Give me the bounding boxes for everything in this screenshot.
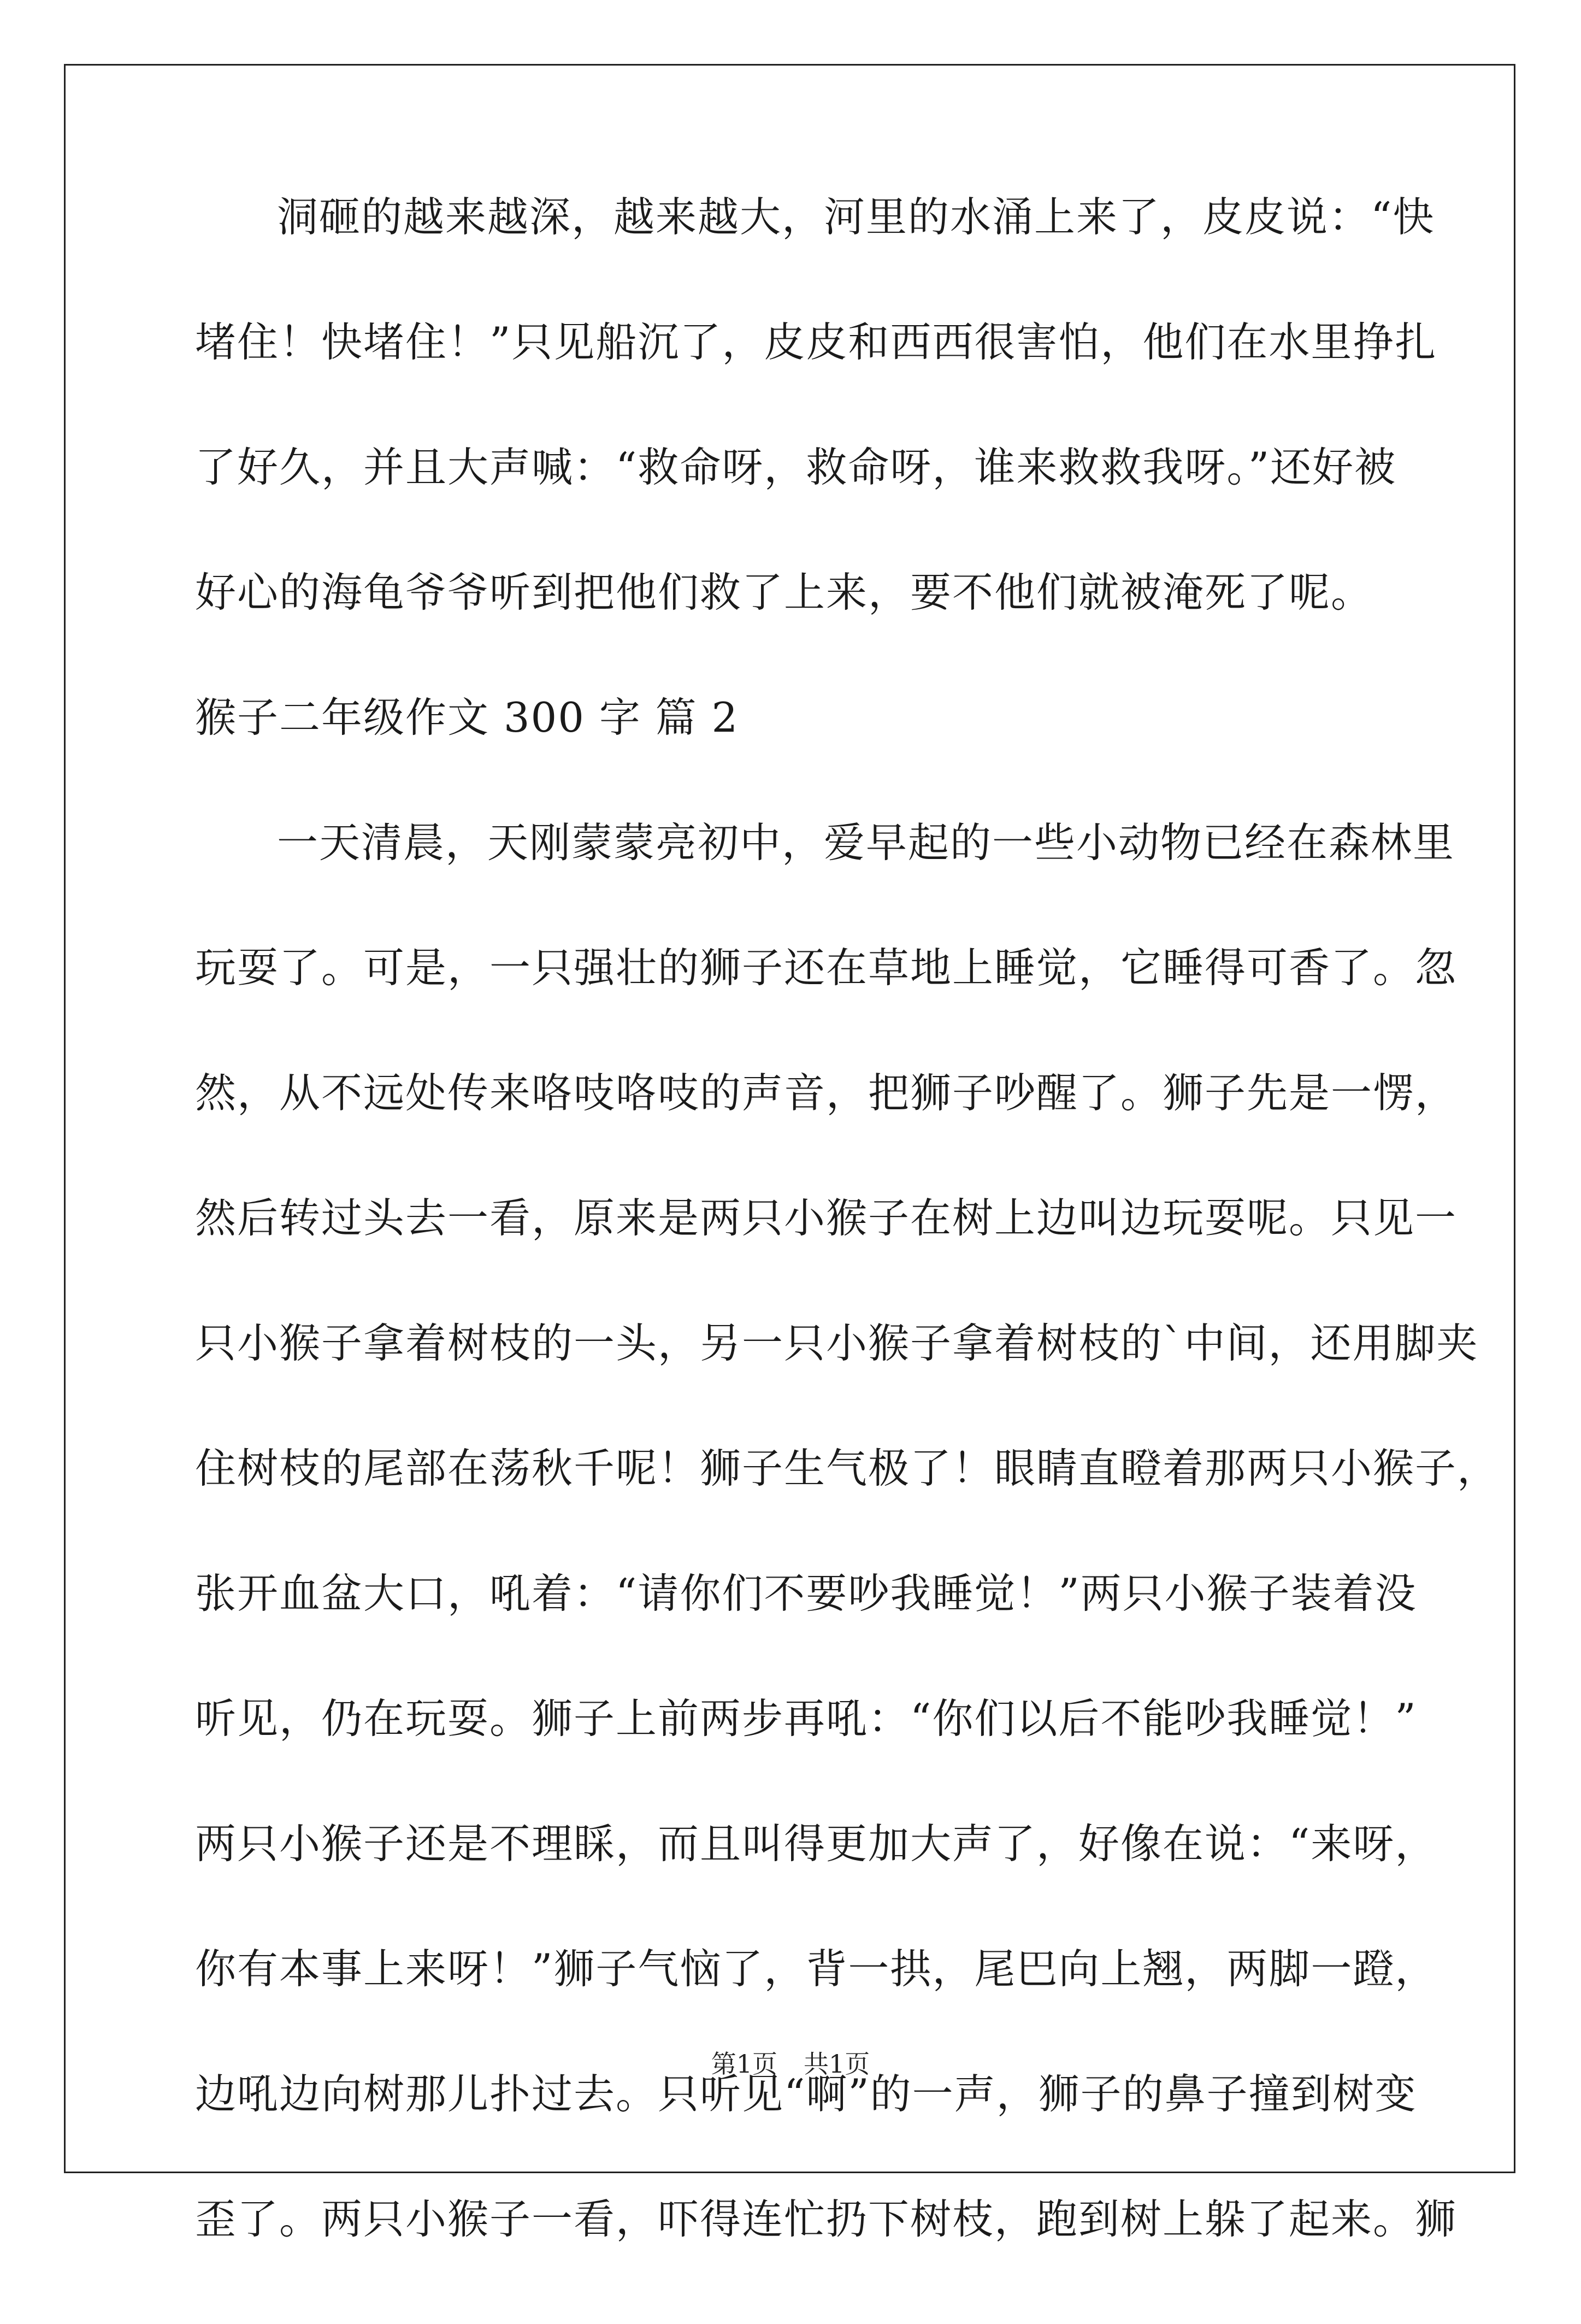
document-body (195, 193, 1500, 2324)
text-line: 歪了。两只小猴子一看，吓得连忙扔下树枝，跑到树上躲了起来。狮 (195, 2195, 1458, 2243)
text-line: 好心的海龟爷爷听到把他们救了上来，要不他们就被淹死了呢。 (195, 568, 1373, 616)
page-footer (0, 2050, 1581, 2078)
page-number: 第1页 (711, 2049, 777, 2079)
text-line: 只小猴子拿着树枝的一头，另一只小猴子拿着树枝的`中间，还用脚夹 (195, 1319, 1479, 1367)
text-line: 边吼边向树那儿扑过去。只听见“啊”的一声，狮子的鼻子撞到树变 (195, 2070, 1417, 2118)
text-line: 听见，仍在玩耍。狮子上前两步再吼：“你们以后不能吵我睡觉！” (195, 1695, 1417, 1743)
text-line: 玩耍了。可是，一只强壮的狮子还在草地上睡觉，它睡得可香了。忽 (195, 944, 1458, 992)
text-line: 然，从不远处传来咯吱咯吱的声音，把狮子吵醒了。狮子先是一愣， (195, 1069, 1458, 1117)
text-line: 堵住！快堵住！”只见船沉了，皮皮和西西很害怕，他们在水里挣扎 (195, 318, 1437, 366)
text-line: 了好久，并且大声喊：“救命呀，救命呀，谁来救救我呀。”还好被 (195, 443, 1397, 491)
page-total: 共1页 (804, 2049, 870, 2079)
text-line: 一天清晨，天刚蒙蒙亮初中，爱早起的一些小动物已经在森林里 (277, 819, 1455, 867)
text-line: 住树枝的尾部在荡秋千呢！狮子生气极了！眼睛直瞪着那两只小猴子， (195, 1444, 1500, 1492)
text-line: 你有本事上来呀！”狮子气恼了，背一拱，尾巴向上翘，两脚一蹬， (195, 1945, 1437, 1993)
text-line: 洞砸的越来越深，越来越大，河里的水涌上来了，皮皮说：“快 (277, 193, 1435, 241)
text-line: 两只小猴子还是不理睬，而且叫得更加大声了，好像在说：“来呀， (195, 1820, 1437, 1868)
text-line: 张开血盆大口，吼着：“请你们不要吵我睡觉！”两只小猴子装着没 (195, 1569, 1417, 1617)
text-line: 然后转过头去一看，原来是两只小猴子在树上边叫边玩耍呢。只见一 (195, 1194, 1458, 1242)
section-heading: 猴子二年级作文 300 字 篇 2 (195, 693, 739, 742)
